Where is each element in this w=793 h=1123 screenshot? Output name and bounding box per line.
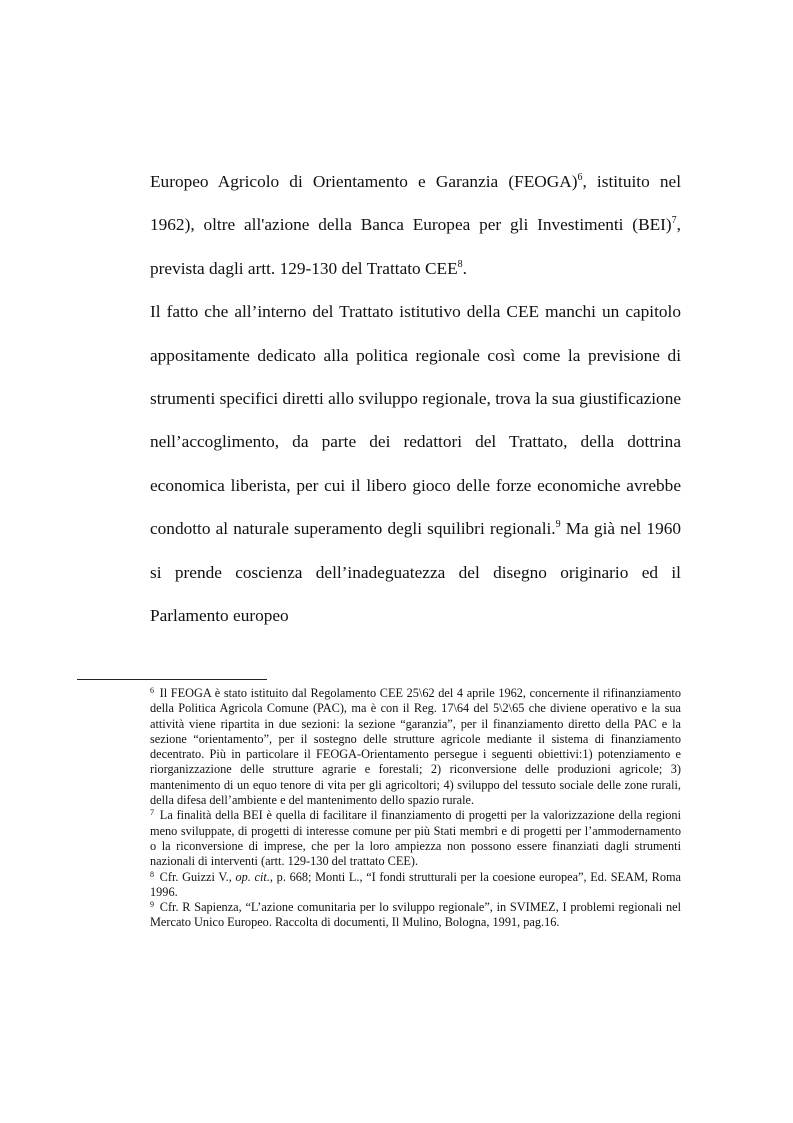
footnote-ref-7[interactable]: 7: [671, 215, 677, 227]
main-text: [150, 160, 681, 637]
footnote-8: [150, 870, 681, 901]
footnote-text: Cfr. R Sapienza, “L’azione comunitaria per lo sviluppo regionale”, in SVIMEZ, I problemi regionali nel Mercato Unico Europeo. Raccolta di documenti, Il Mulino, Bologna, 1991, pag.16.: [150, 900, 681, 930]
footnote-7: [150, 808, 681, 869]
footnote-text: , p. 668; Monti L., “I fondi strutturali per la coesione europea”, Ed. SEAM, Roma 1996.: [150, 869, 681, 899]
footnote-ref-9[interactable]: 9: [555, 519, 561, 531]
paragraph-2: [150, 290, 681, 637]
footnote-6: [150, 686, 681, 808]
footnote-number: 6: [150, 686, 154, 695]
footnote-separator: [77, 679, 267, 680]
footnote-text: La finalità della BEI è quella di facilitare il finanziamento di progetti per la valorizzazione della regioni meno sviluppate, di progetti di interesse comune per più Stati membri e di progetti per l’ammodernamento o la riconversione di imprese, che per la loro ampiezza non possono essere finanziati dagli strumenti nazionali di interventi (artt. 129-130 del trattato CEE).: [150, 808, 681, 869]
footnote-number: 8: [150, 869, 154, 879]
footnote-number: 9: [150, 900, 154, 910]
footnote-9: [150, 900, 681, 931]
footnote-italic: op. cit.: [235, 869, 270, 884]
footnote-text: Il FEOGA è stato istituito dal Regolamento CEE 25\62 del 4 aprile 1962, concernente il rifinanziamento della Politica Agricola Comune (PAC), ma è con il Reg. 17\64 del 5\2\65 che diviene operativo e la sua attività viene ripartita in due sezioni: la sezione “garanzia”, per il finanziamento diretto della PAC e la sezione “orientamento”, per il sostegno delle strutture agricole mediante il sistema di finanziamento decentrato. Più in particolare il FEOGA-Orientamento persegue i seguenti obiettivi:1) potenziamento e riorganizzazione delle strutture agrarie e forestali; 2) riconversione delle produzioni agricole; 3) mantenimento di un equo tenore di vita per gli agricoltori; 4) sviluppo del tessuto sociale delle zone rurali, della difesa dell’ambiente e del mantenimento dello spazio rurale.: [150, 686, 681, 808]
paragraph-text: , istituito nel 1962), oltre all'azione della Banca Europea per gli Investimenti (BEI): [150, 172, 681, 235]
footnote-text: Cfr. Guizzi V.,: [156, 869, 236, 884]
footnote-number: 7: [150, 808, 154, 818]
paragraph-text: Il fatto che all’interno del Trattato istitutivo della CEE manchi un capitolo appositamente dedicato alla politica regionale così come la previsione di strumenti specifici diretti allo sviluppo regionale, trova la sua giustificazione nell’accoglimento, da parte dei redattori del Trattato, della dottrina economica liberista, per cui il libero gioco delle forze economiche avrebbe condotto al naturale superamento degli squilibri regionali.: [150, 302, 681, 539]
footnote-ref-8[interactable]: 8: [457, 258, 463, 270]
paragraph-1: [150, 160, 681, 290]
paragraph-text: , prevista dagli artt. 129-130 del Trattato CEE: [150, 215, 681, 278]
paragraph-text: Europeo Agricolo di Orientamento e Garanzia (FEOGA): [150, 172, 578, 191]
footnotes: [150, 686, 681, 931]
paragraph-text: Ma già nel 1960 si prende coscienza dell’inadeguatezza del disegno originario ed il Parlamento europeo: [150, 519, 681, 626]
paragraph-text: .: [462, 258, 467, 278]
footnote-ref-6[interactable]: 6: [577, 172, 583, 183]
